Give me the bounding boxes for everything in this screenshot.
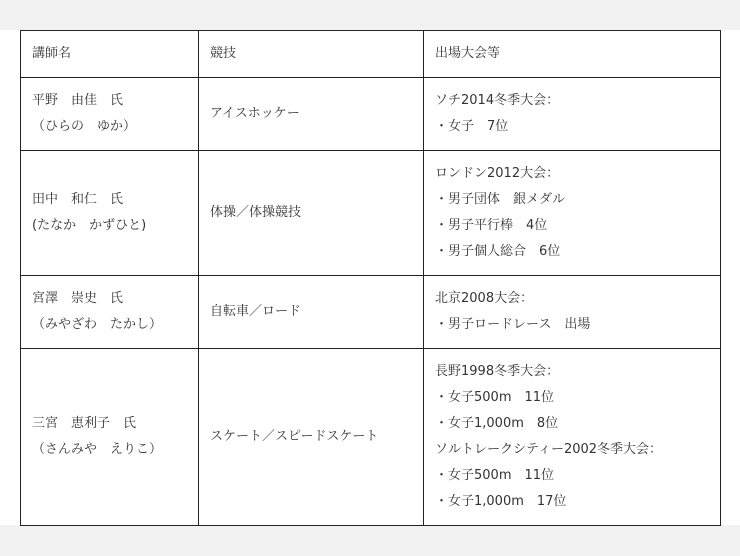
event-line: ・女子1,000m 8位 [435,416,559,431]
sport-cell: アイスホッケー [199,78,424,151]
table-row [21,349,721,526]
lecturer-cell [21,276,199,349]
event-line: ・女子 7位 [435,119,509,134]
event-line: ソチ2014冬季大会： [435,93,560,108]
lecturer-name: 田中 和仁 氏 [32,192,124,207]
column-header-sport: 競技 [199,31,424,78]
sport-cell: 自転車／ロード [199,276,424,349]
event-line: ・女子1,000m 17位 [435,494,567,509]
events-cell [424,349,721,526]
event-line: ソルトレークシティー2002冬季大会： [435,442,663,457]
event-line: ・男子ロードレース 出場 [435,317,591,332]
lecturer-cell [21,151,199,276]
event-line: ・女子500m 11位 [435,390,555,405]
page-sheet [0,30,740,525]
events-cell [424,151,721,276]
lecturer-name: 三宮 恵利子 氏 [32,416,137,431]
lecturer-cell [21,349,199,526]
lecturer-table [20,30,721,526]
lecturer-reading: （みやざわ たかし） [32,317,163,332]
sport-cell: 体操／体操競技 [199,151,424,276]
lecturer-cell [21,78,199,151]
event-line: ・男子平行棒 4位 [435,218,548,233]
column-header-lecturer: 講師名 [21,31,199,78]
event-line: ・女子500m 11位 [435,468,555,483]
table-row [21,151,721,276]
lecturer-reading: （さんみや えりこ） [32,442,163,457]
sport-cell: スケート／スピードスケート [199,349,424,526]
column-header-events: 出場大会等 [424,31,721,78]
table-header-row [21,31,721,78]
table-row [21,276,721,349]
lecturer-reading: (たなか かずひと) [32,218,147,233]
events-cell [424,276,721,349]
lecturer-name: 平野 由佳 氏 [32,93,124,108]
event-line: 長野1998冬季大会： [435,364,560,379]
lecturer-reading: （ひらの ゆか） [32,119,137,134]
events-cell [424,78,721,151]
lecturer-name: 宮澤 崇史 氏 [32,291,124,306]
event-line: 北京2008大会： [435,291,534,306]
event-line: ・男子団体 銀メダル [435,192,566,207]
event-line: ロンドン2012大会： [435,166,560,181]
event-line: ・男子個人総合 6位 [435,244,561,259]
table-row [21,78,721,151]
